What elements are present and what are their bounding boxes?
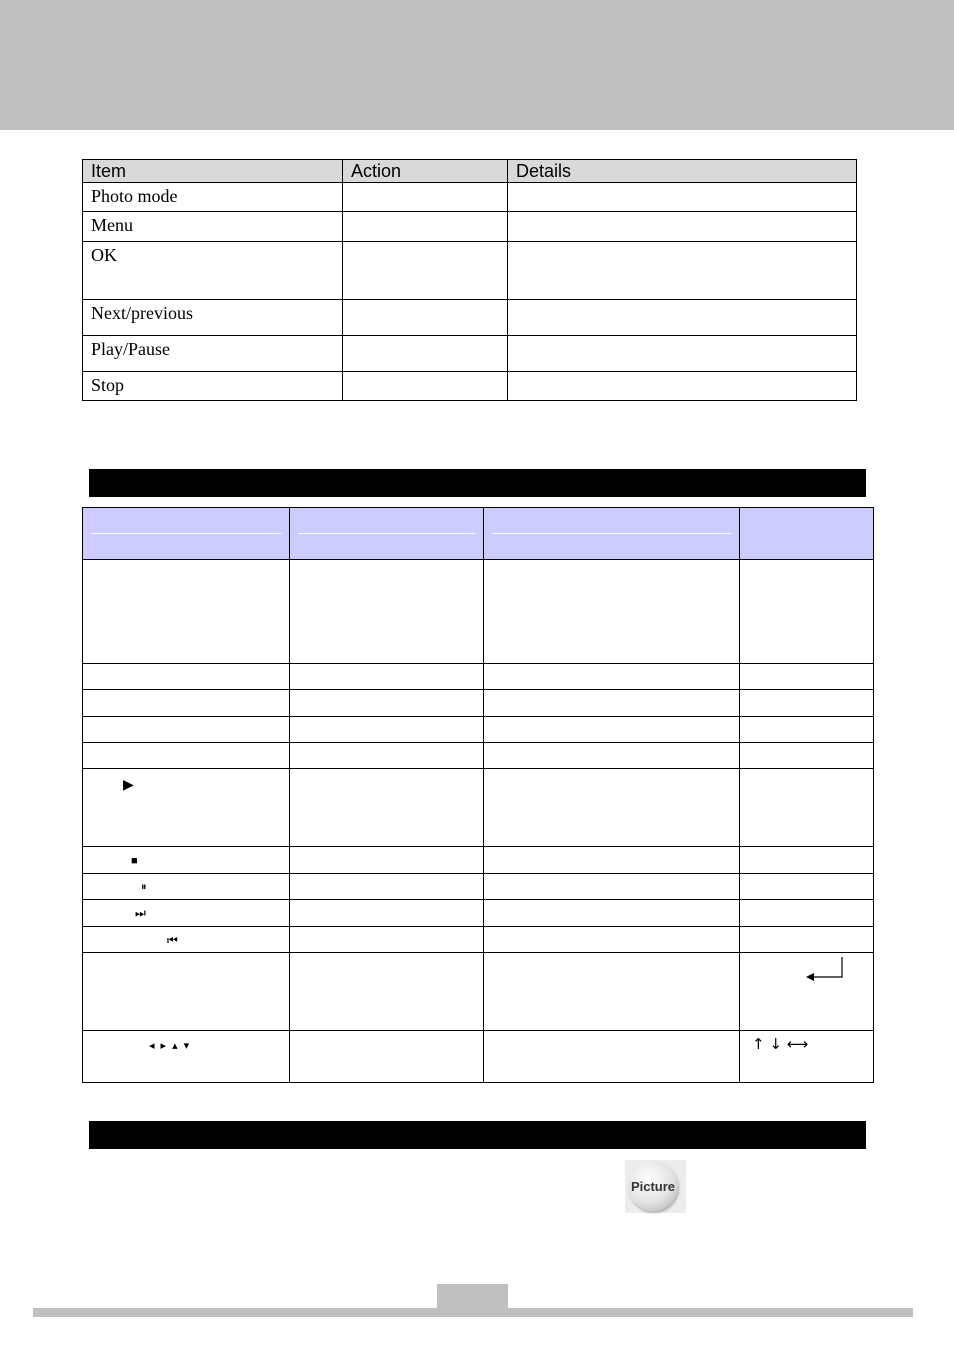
table-header-row bbox=[83, 508, 874, 560]
arrow-down-icon: ▾ bbox=[183, 1040, 196, 1052]
enter-key-icon bbox=[804, 955, 846, 985]
details-cell bbox=[508, 212, 857, 242]
item-cell: Play/Pause bbox=[83, 336, 343, 372]
direction-keys-icon: ↑ ↓ ⟷ bbox=[752, 1035, 809, 1053]
table-row bbox=[83, 183, 857, 212]
item-cell: OK bbox=[83, 242, 343, 300]
table-row bbox=[83, 927, 874, 953]
action-cell bbox=[343, 300, 508, 336]
table-row bbox=[83, 847, 874, 874]
column-header-item: Item bbox=[83, 160, 343, 183]
item-cell: Next/previous bbox=[83, 300, 343, 336]
photo-mode-table bbox=[82, 159, 857, 401]
action-cell bbox=[343, 242, 508, 300]
next-track-icon: ⏭ bbox=[135, 906, 146, 920]
table-header-row bbox=[83, 160, 857, 183]
footer-bar bbox=[33, 1308, 913, 1317]
column-header bbox=[484, 508, 740, 560]
action-cell bbox=[343, 183, 508, 212]
table-row bbox=[83, 900, 874, 927]
column-header-action: Action bbox=[343, 160, 508, 183]
item-cell: Menu bbox=[83, 212, 343, 242]
action-cell bbox=[343, 336, 508, 372]
remote-control-table bbox=[82, 507, 874, 1083]
arrow-left-icon: ◂ bbox=[149, 1040, 161, 1052]
picture-button[interactable] bbox=[625, 1160, 686, 1213]
column-header-details: Details bbox=[508, 160, 857, 183]
table-row bbox=[83, 769, 874, 847]
table-row bbox=[83, 717, 874, 743]
table-row bbox=[83, 300, 857, 336]
action-cell bbox=[343, 372, 508, 401]
table-row bbox=[83, 1031, 874, 1083]
table-row bbox=[83, 690, 874, 717]
column-header bbox=[83, 508, 290, 560]
column-header bbox=[740, 508, 874, 560]
arrow-up-icon: ▴ bbox=[172, 1040, 184, 1052]
pause-icon: ⏸ bbox=[141, 881, 147, 893]
table-row bbox=[83, 372, 857, 401]
table-row bbox=[83, 242, 857, 300]
table-row bbox=[83, 336, 857, 372]
arrow-keys-icon bbox=[149, 1039, 195, 1053]
arrow-right-icon: ▸ bbox=[160, 1040, 173, 1052]
table-row bbox=[83, 743, 874, 769]
details-cell bbox=[508, 372, 857, 401]
details-cell bbox=[508, 183, 857, 212]
header-band bbox=[0, 0, 954, 130]
previous-track-icon: ⏮ bbox=[167, 933, 178, 947]
table-row bbox=[83, 664, 874, 690]
table-row bbox=[83, 212, 857, 242]
picture-button-label: Picture bbox=[628, 1161, 678, 1211]
column-header bbox=[290, 508, 484, 560]
item-cell: Stop bbox=[83, 372, 343, 401]
section-heading-bar bbox=[89, 469, 866, 497]
item-cell: Photo mode bbox=[83, 183, 343, 212]
details-cell bbox=[508, 242, 857, 300]
table-row bbox=[83, 953, 874, 1031]
table-row bbox=[83, 560, 874, 664]
action-cell bbox=[343, 212, 508, 242]
play-icon: ▶ bbox=[123, 776, 134, 792]
details-cell bbox=[508, 336, 857, 372]
section-heading-bar bbox=[89, 1121, 866, 1149]
table-row bbox=[83, 874, 874, 900]
page-number-tab bbox=[437, 1284, 508, 1308]
stop-icon: ■ bbox=[131, 855, 138, 867]
details-cell bbox=[508, 300, 857, 336]
